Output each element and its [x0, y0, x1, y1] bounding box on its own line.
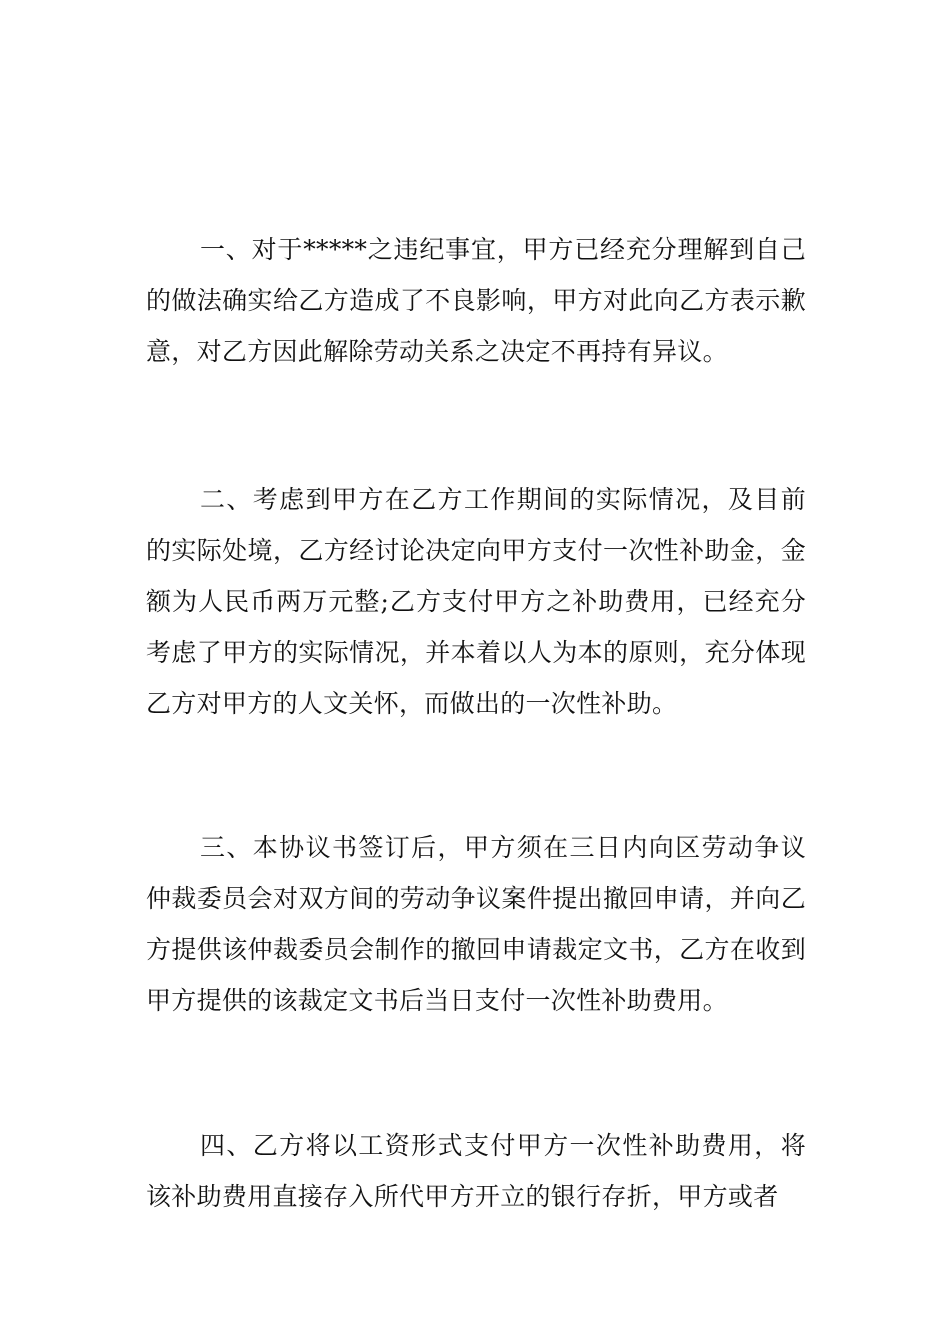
clause-1-paragraph: 一、对于*****之违纪事宜，甲方已经充分理解到自己的做法确实给乙方造成了不良影响，甲方对此向乙方表示歉意，对乙方因此解除劳动关系之决定不再持有异议。	[146, 235, 806, 366]
clause-2-paragraph: 二、考虑到甲方在乙方工作期间的实际情况，及目前的实际处境，乙方经讨论决定向甲方支付一次性补助金，金额为人民币两万元整;乙方支付甲方之补助费用，已经充分考虑了甲方的实际情况，并本着以人为本的原则，充分体现乙方对甲方的人文关怀，而做出的一次性补助。	[146, 485, 806, 718]
clause-4-paragraph: 四、乙方将以工资形式支付甲方一次性补助费用，将该补助费用直接存入所代甲方开立的银行存折，甲方或者	[146, 1131, 806, 1211]
clause-3-paragraph: 三、本协议书签订后，甲方须在三日内向区劳动争议仲裁委员会对双方间的劳动争议案件提出撤回申请，并向乙方提供该仲裁委员会制作的撤回申请裁定文书，乙方在收到甲方提供的该裁定文书后当日支付一次性补助费用。	[146, 833, 806, 1015]
